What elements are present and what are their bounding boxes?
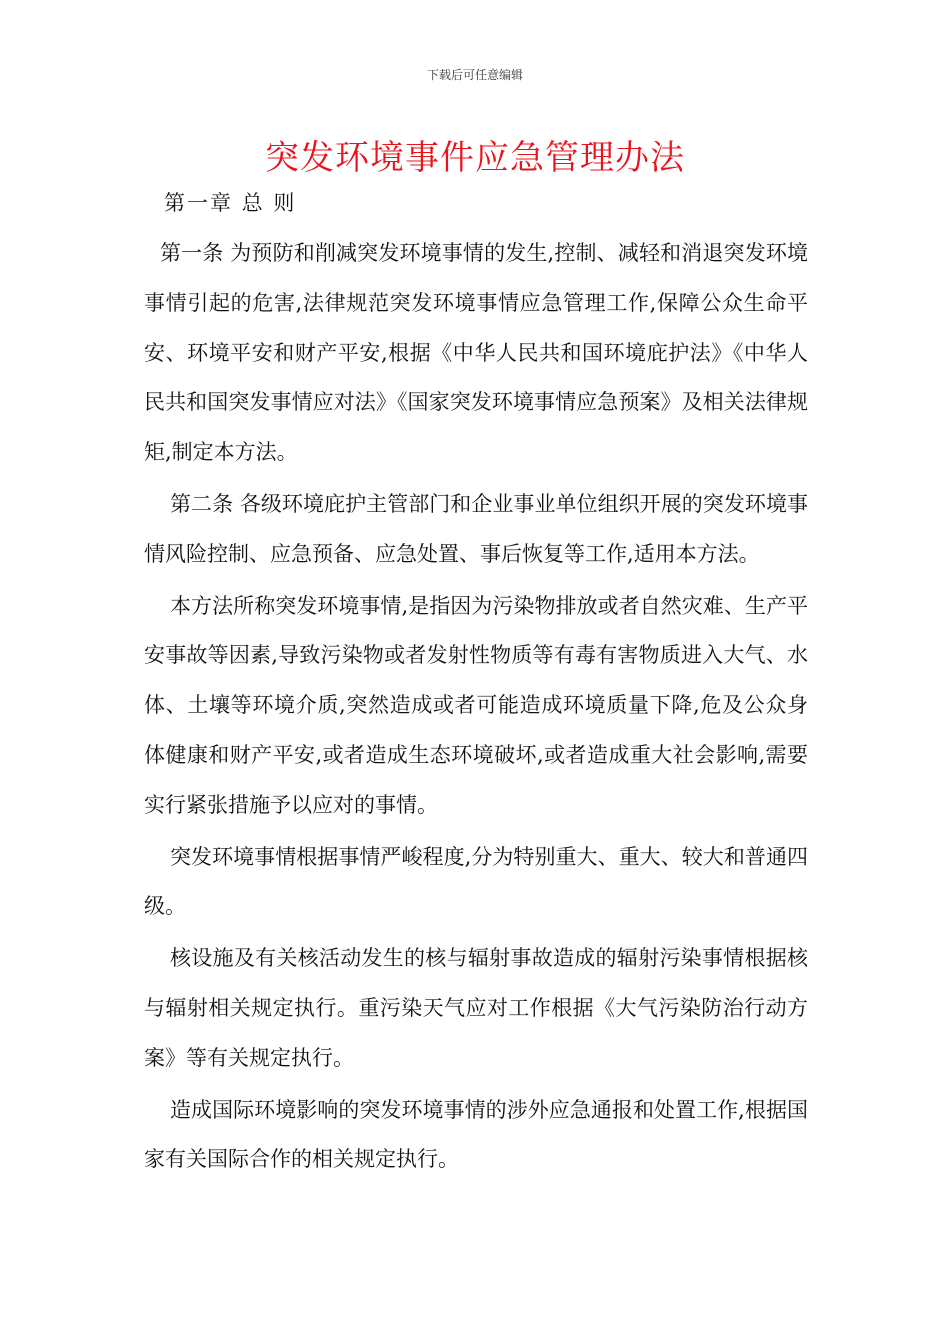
document-body (144, 229, 808, 1187)
paragraph-definition: 本方法所称突发环境事情,是指因为污染物排放或者自然灾难、生产平安事故等因素,导致污染物或者发射性物质等有毒有害物质进入大气、水体、土壤等环境介质,突然造成或者可能造成环境质量下降,危及公众身体健康和财产平安,或者造成生态环境破坏,或者造成重大社会影响,需要实行紧张措施予以应对的事情。 (144, 593, 808, 817)
paragraph-classification: 突发环境事情根据事情严峻程度,分为特别重大、重大、较大和普通四级。 (144, 844, 808, 919)
paragraph-article-2: 第二条 各级环境庇护主管部门和企业事业单位组织开展的突发环境事情风险控制、应急预备、应急处置、事后恢复等工作,适用本方法。 (144, 491, 808, 566)
document-title: 突发环境事件应急管理办法 (265, 138, 685, 178)
chapter-heading: 第一章 总 则 (164, 191, 297, 215)
paragraph-international: 造成国际环境影响的突发环境事情的涉外应急通报和处置工作,根据国家有关国际合作的相关规定执行。 (144, 1097, 808, 1172)
header-note: 下载后可任意编辑 (426, 68, 523, 82)
paragraph-nuclear: 核设施及有关核活动发生的核与辐射事故造成的辐射污染事情根据核与辐射相关规定执行。重污染天气应对工作根据《大气污染防治行动方案》等有关规定执行。 (144, 946, 808, 1070)
paragraph-article-1: 第一条 为预防和削减突发环境事情的发生,控制、减轻和消退突发环境事情引起的危害,法律规范突发环境事情应急管理工作,保障公众生命平安、环境平安和财产平安,根据《中华人民共和国环境庇护法》《中华人民共和国突发事情应对法》《国家突发环境事情应急预案》及相关法律规矩,制定本方法。 (144, 241, 808, 465)
